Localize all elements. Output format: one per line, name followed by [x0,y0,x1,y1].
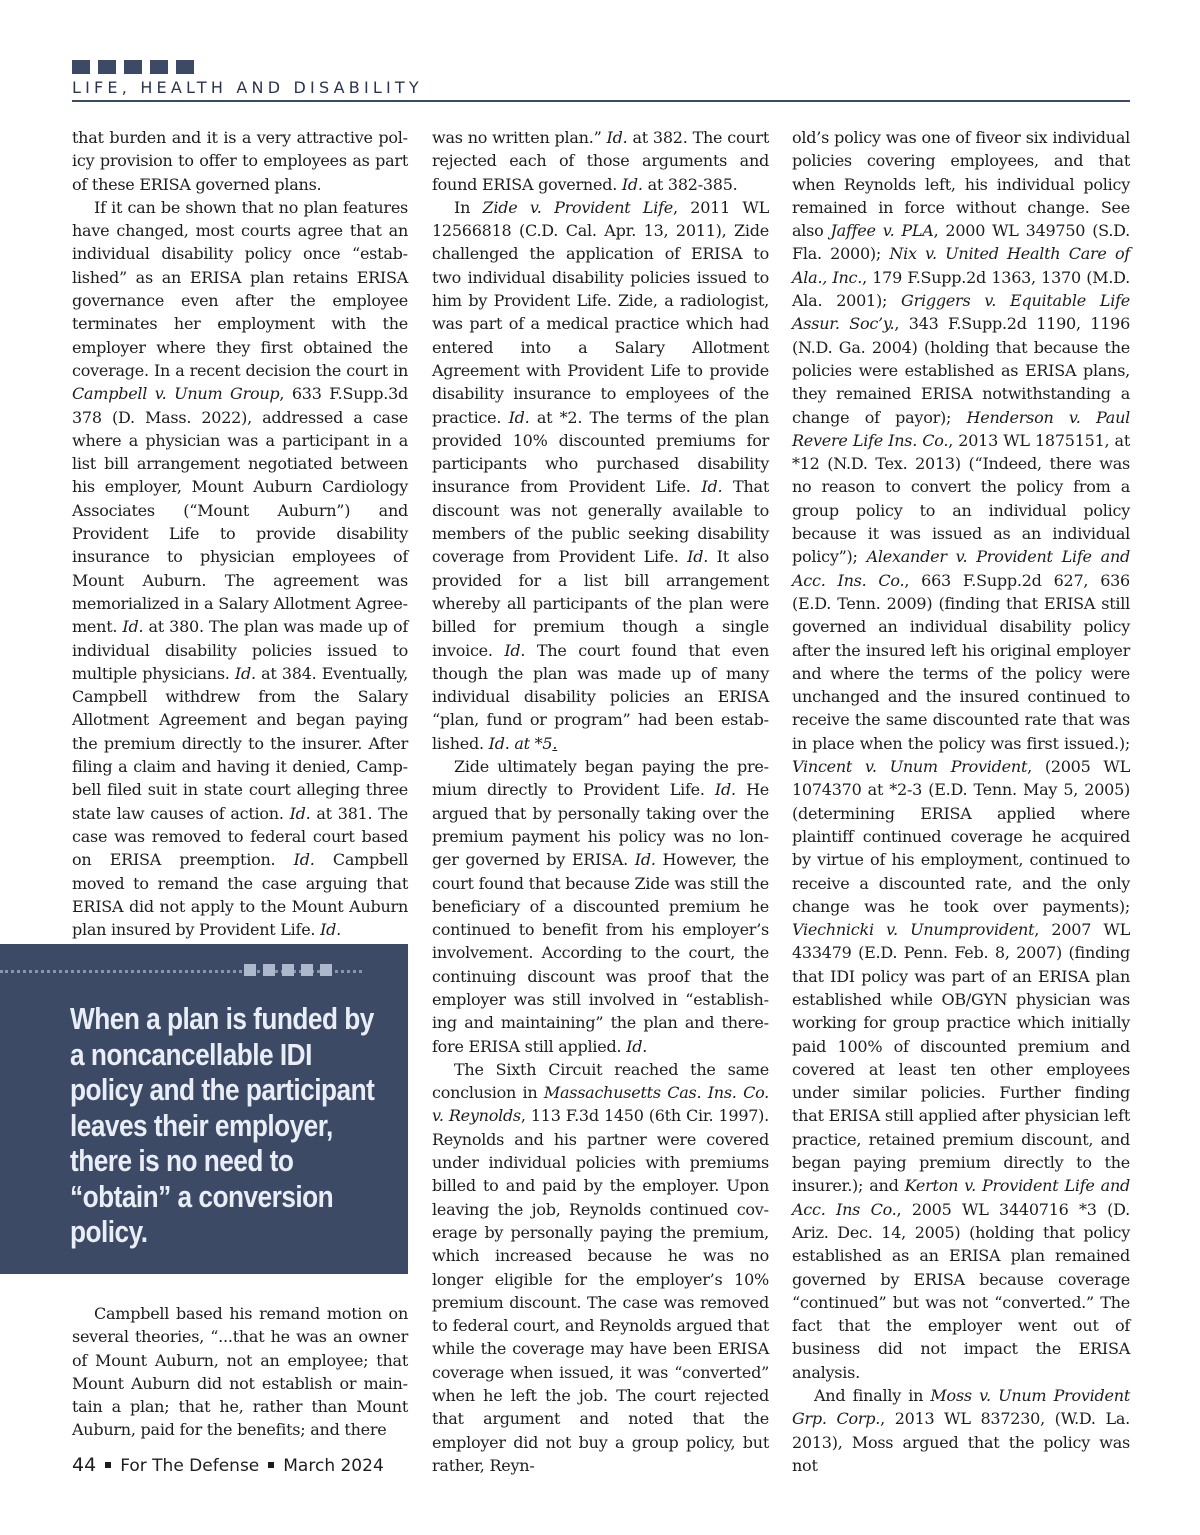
paragraph: And finally in Moss v. Unum Provident Grp. Corp., 2013 WL 837230, (W.D. La. 2013), Moss argued that the policy was not [792,1386,1130,1475]
pull-quote-text: When a plan is funded by a noncancellable IDI policy and the participant leaves their employer, there is no need to “obtain” a conversion policy. [70,1002,375,1249]
paragraph: If it can be shown that no plan features have changed, most courts agree that an individual disability policy once “established” as an ERISA plan retains ERISA governance even after the employee terminates her employment with the employer where they first obtained the coverage. In a recent decision the court in Campbell v. Unum Group, 633 F.Supp.3d 378 (D. Mass. 2022), addressed a case where a physician was a participant in a list bill arrangement negotiated between his employer, Mount Auburn Cardiology Associates (“Mount Auburn”) and Provident Life to provide disability insurance to physician employees of Mount Auburn. The agreement was memorialized in a Salary Allotment Agreement. Id. at 380. The plan was made up of individual disability policies issued to multiple physicians. Id. at 384. Eventually, Campbell withdrew from the Salary Allotment Agreement and began paying the premium directly to the insurer. After filing a claim and having it denied, Campbell filed suit in state court alleging three state law causes of action. Id. at 381. The case was removed to federal court based on ERISA preemption. Id. Campbell moved to remand the case arguing that ERISA did not apply to the Mount Auburn plan insured by Provident Life. Id. [72,197,409,940]
page-footer [72,1454,384,1476]
page-number: 44 [72,1454,97,1476]
pull-quote-squares-decoration [244,964,332,976]
paragraph: The Sixth Circuit reached the same conclusion in Massachusetts Cas. Ins. Co. v. Reynolds, 113 F.3d 1450 (6th Cir. 1997). Reynolds and his partner were covered under individual policies with premiums billed to and paid by the employer. Upon leaving the job, Reynolds continued coverage by personally paying the premium, which increased because he was no longer eligible for the employer’s 10% premium discount. The case was removed to federal court, and Reynolds argued that while the coverage may have been ERISA coverage when issued, it was “converted” when he left the job. The court rejected that argument and noted that the employer did not buy a group policy, but rather, Reyn- [432,1059,769,1475]
article-column-3 [792,126,1130,1477]
article-column-1 [72,126,408,941]
paragraph: In Zide v. Provident Life, 2011 WL 12566818 (C.D. Cal. Apr. 13, 2011), Zide challenged the application of ERISA to two individual disability policies issued to him by Provident Life. Zide, a radiologist, was part of a medical practice which had entered into a Salary Allotment Agreement with Provident Life to provide disability insurance to employees of the practice. Id. at *2. The terms of the plan provided 10% discounted premiums for participants who purchased disability insurance from Provident Life. Id. That discount was not generally available to members of the public seeking disability coverage from Provident Life. Id. It also provided for a list bill arrangement whereby all participants of the plan were billed for premium though a single invoice. Id. The court found that even though the plan was made up of many individual disability policies an ERISA “plan, fund or program” had been established. Id. at *5. [432,197,769,753]
paragraph: Campbell based his remand motion on several theories, “...that he was an owner of Mount Auburn, not an employee; that Mount Auburn did not establish or maintain a plan; that he, rather than Mount Auburn, paid for the benefits; and there [72,1304,408,1440]
paragraph: Zide ultimately began paying the premium directly to Provident Life. Id. He argued that by personally taking over the premium payment his policy was no longer governed by ERISA. Id. However, the court found that because Zide was still the beneficiary of a discounted premium he continued to benefit from his employer’s involvement. According to the court, the continuing discount was proof that the employer was still involved in “establishing and maintaining” the plan and therefore ERISA still applied. Id. [432,757,769,1056]
header-squares-decoration [72,60,194,74]
publication-name: For The Defense [120,1456,260,1476]
paragraph: that burden and it is a very attractive policy provision to offer to employees as part of these ERISA governed plans. [72,128,408,194]
paragraph: was no written plan.” Id. at 382. The court rejected each of those arguments and found ERISA governed. Id. at 382-385. [432,128,769,194]
footer-separator-icon [105,1462,111,1468]
paragraph: old’s policy was one of fiveor six individual policies covering employees, and that when Reynolds left, his individual policy remained in force without change. See also Jaffee v. PLA, 2000 WL 349750 (S.D. Fla. 2000); Nix v. United Health Care of Ala., Inc., 179 F.Supp.2d 1363, 1370 (M.D. Ala. 2001); Griggers v. Equitable Life Assur. Soc’y., 343 F.Supp.2d 1190, 1196 (N.D. Ga. 2004) (holding that because the policies were established as ERISA plans, they remained ERISA notwithstanding a change of payor); Henderson v. Paul Revere Life Ins. Co., 2013 WL 1875151, at *12 (N.D. Tex. 2013) (“Indeed, there was no reason to convert the policy from a group policy to an individual policy because it was issued as an individual policy”); Alexander v. Provident Life and Acc. Ins. Co., 663 F.Supp.2d 627, 636 (E.D. Tenn. 2009) (finding that ERISA still governed an individual disability policy after the insured left his original employer and where the terms of the policy were unchanged and the insured continued to receive the same discounted rate that was in place when the policy was first issued.); Vincent v. Unum Provident, (2005 WL 1074370 at *2-3 (E.D. Tenn. May 5, 2005) (determining ERISA applied where plaintiff continued coverage he acquired by virtue of his employment, continued to receive a discounted rate, and the only change was he took over payments); Viechnicki v. Unumprovident, 2007 WL 433479 (E.D. Penn. Feb. 8, 2007) (finding that IDI policy was part of an ERISA plan established while OB/GYN physician was working for group practice which initially paid 100% of discounted premium and covered at least ten other employees under similar policies. Further finding that ERISA still applied after physician left practice, retained premium discount, and began paying premium directly to the insurer.); and Kerton v. Provident Life and Acc. Ins Co., 2005 WL 3440716 *3 (D. Ariz. Dec. 14, 2005) (holding that policy established as an ERISA plan remained governed by ERISA because coverage “continued” but was not “converted.” The fact that the employer went out of business did not impact the ERISA analysis. [792,128,1131,1382]
footer-separator-icon [268,1462,274,1468]
pull-quote-box [0,944,408,1274]
article-column-1-continued [72,1302,408,1442]
section-title: LIFE, HEALTH AND DISABILITY [72,78,423,97]
header-rule [72,100,1130,102]
article-column-2 [432,126,769,1477]
issue-date: March 2024 [283,1456,384,1476]
